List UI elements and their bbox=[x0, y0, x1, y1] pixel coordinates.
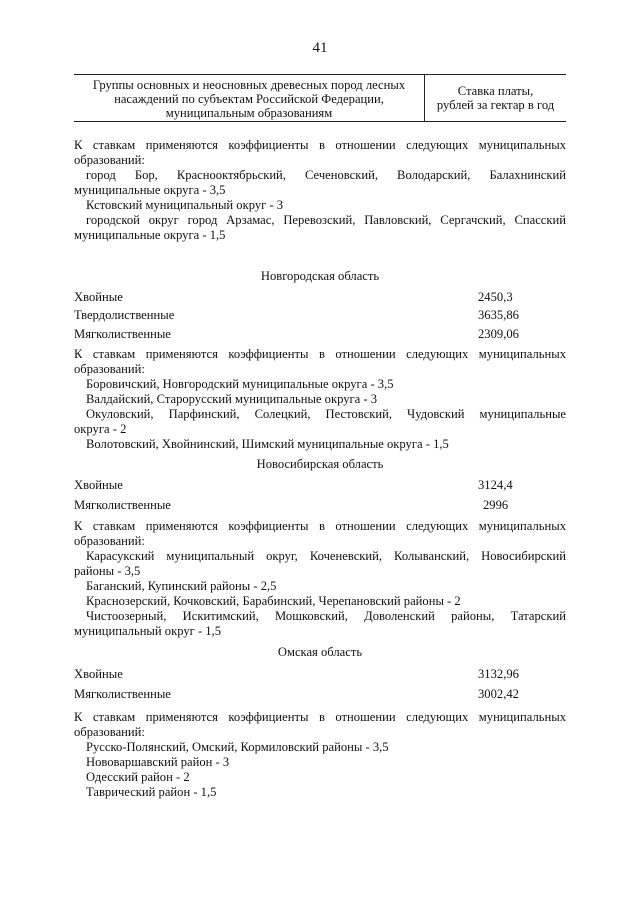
species-name: Хвойные bbox=[74, 478, 123, 492]
coef-intro: К ставкам применяются коэффициенты в отношении следующих муниципальных bbox=[74, 519, 566, 533]
region-title-novgorod: Новгородская область bbox=[260, 269, 380, 283]
rate-value: 2309,06 bbox=[478, 327, 519, 341]
coef-item: Таврический район - 1,5 bbox=[86, 785, 217, 799]
coef-item-cont: муниципальный округ - 1,5 bbox=[74, 624, 222, 638]
coef-intro-cont: образований: bbox=[74, 725, 145, 739]
coef-item: Волотовский, Хвойнинский, Шимский муниципальные округа - 1,5 bbox=[86, 437, 449, 451]
coef-item-cont: округа - 2 bbox=[74, 422, 127, 436]
coef-intro: К ставкам применяются коэффициенты в отношении следующих муниципальных bbox=[74, 710, 566, 724]
coef-item: Валдайский, Старорусский муниципальные округа - 3 bbox=[86, 392, 378, 406]
coef-intro: К ставкам применяются коэффициенты в отношении следующих муниципальных bbox=[74, 347, 566, 361]
header-species-groups: Группы основных и неосновных древесных пород лесных насаждений по субъектам Российской Федерации, муниципальным образованиям bbox=[74, 75, 425, 121]
coef-item: городской округ город Арзамас, Перевозский, Павловский, Сергачский, Спасский bbox=[86, 213, 566, 227]
coef-intro-cont: образований: bbox=[74, 534, 145, 548]
coef-item: Карасукский муниципальный округ, Коченевский, Колыванский, Новосибирский bbox=[86, 549, 566, 563]
rate-value: 3124,4 bbox=[478, 478, 513, 492]
coef-item: город Бор, Краснооктябрьский, Сеченовский, Володарский, Балахнинский bbox=[86, 168, 566, 182]
coef-intro-cont: образований: bbox=[74, 362, 145, 376]
region-title-novosibirsk: Новосибирская область bbox=[256, 457, 384, 471]
rate-value: 3132,96 bbox=[478, 667, 519, 681]
coef-item: Баганский, Купинский районы - 2,5 bbox=[86, 579, 277, 593]
coef-item-cont: районы - 3,5 bbox=[74, 564, 141, 578]
species-name: Мягколиственные bbox=[74, 687, 171, 701]
header-rate: Ставка платы, рублей за гектар в год bbox=[436, 84, 555, 112]
rate-value: 3635,86 bbox=[478, 308, 519, 322]
coef-item-cont: муниципальные округа - 1,5 bbox=[74, 228, 226, 242]
table-header bbox=[74, 74, 566, 122]
coef-item: Одесский район - 2 bbox=[86, 770, 190, 784]
species-name: Твердолиственные bbox=[74, 308, 175, 322]
coef-item: Русско-Полянский, Омский, Кормиловский районы - 3,5 bbox=[86, 740, 389, 754]
region-title-omsk: Омская область bbox=[277, 645, 363, 659]
coef-intro: К ставкам применяются коэффициенты в отношении следующих муниципальных bbox=[74, 138, 566, 152]
coef-item: Чистоозерный, Искитимский, Мошковский, Доволенский районы, Татарский bbox=[86, 609, 566, 623]
rate-value: 2996 bbox=[483, 498, 509, 512]
coef-item: Боровичский, Новгородский муниципальные округа - 3,5 bbox=[86, 377, 394, 391]
coef-item-cont: муниципальные округа - 3,5 bbox=[74, 183, 226, 197]
coef-item: Кстовский муниципальный округ - 3 bbox=[86, 198, 284, 212]
rate-value: 2450,3 bbox=[478, 290, 513, 304]
species-name: Хвойные bbox=[74, 290, 123, 304]
coef-intro-cont: образований: bbox=[74, 153, 145, 167]
species-name: Хвойные bbox=[74, 667, 123, 681]
page-number: 41 bbox=[312, 40, 328, 56]
coef-item: Нововаршавский район - 3 bbox=[86, 755, 230, 769]
rate-value: 3002,42 bbox=[478, 687, 519, 701]
coef-item: Окуловский, Парфинский, Солецкий, Пестовский, Чудовский муниципальные bbox=[86, 407, 566, 421]
species-name: Мягколиственные bbox=[74, 327, 171, 341]
species-name: Мягколиственные bbox=[74, 498, 171, 512]
coef-item: Краснозерский, Кочковский, Барабинский, Черепановский районы - 2 bbox=[86, 594, 461, 608]
